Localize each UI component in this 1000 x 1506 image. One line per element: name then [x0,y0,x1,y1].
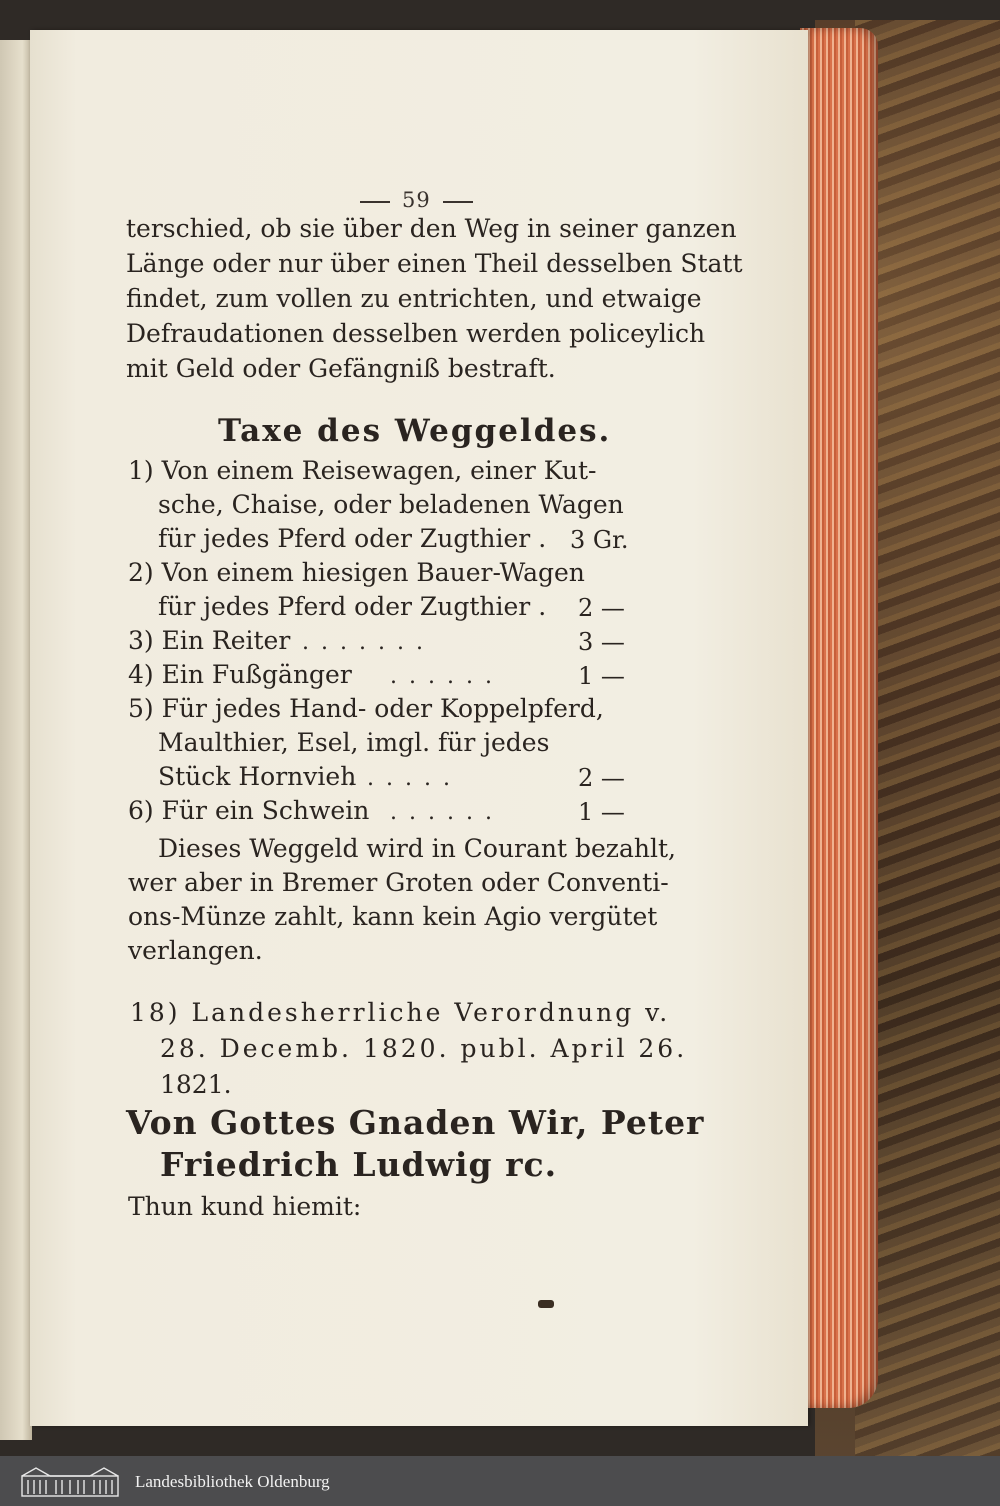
page-edges-red [800,28,878,1408]
tariff-line: 6) Für ein Schwein [128,796,370,825]
decree-line: 28. Decemb. 1820. publ. April 26. [160,1034,688,1063]
tariff-line: für jedes Pferd oder Zugthier . [158,592,547,621]
tariff-price: 1 — [578,662,625,690]
institution-name: Landesbibliothek Oldenburg [135,1472,330,1491]
left-page-sliver [0,40,32,1440]
library-building-icon [18,1464,122,1498]
footer-bar [0,1456,1000,1506]
tariff-price: 3 Gr. [570,526,629,554]
paragraph-line: terschied, ob sie über den Weg in seiner ganzen [126,214,737,243]
tariff-line: sche, Chaise, oder beladenen Wagen [158,490,624,519]
tariff-price: 2 — [578,594,625,622]
leader-dots: ...... [390,800,504,825]
paragraph-line: findet, zum vollen zu entrichten, und etwaige [126,284,702,313]
leader-dots: ....... [302,630,435,655]
tariff-line: 4) Ein Fußgänger [128,660,352,689]
proclamation-line: Friedrich Ludwig rc. [160,1145,558,1184]
leader-dots: ...... [390,664,504,689]
proclamation-line: Von Gottes Gnaden Wir, Peter [126,1103,705,1142]
ink-stain [538,1300,554,1308]
tariff-line: 3) Ein Reiter [128,626,291,655]
page-number: 59 [348,190,485,211]
leader-dots: ...... [348,766,462,791]
decree-line: 1821. [160,1070,232,1099]
paragraph-line: Länge oder nur über einen Theil desselben Statt [126,249,743,278]
tariff-line: 2) Von einem hiesigen Bauer-Wagen [128,558,585,587]
section-heading: Taxe des Weggeldes. [218,413,612,449]
tariff-price: 1 — [578,798,625,826]
book-page [30,30,808,1426]
paragraph-line: Dieses Weggeld wird in Courant bezahlt, [158,834,676,863]
tariff-line: Stück Hornvieh [158,762,357,791]
tariff-line: 5) Für jedes Hand- oder Koppelpferd, [128,694,604,723]
paragraph-line: verlangen. [128,936,263,965]
paragraph-line: ons-Münze zahlt, kann kein Agio vergütet [128,902,658,931]
proclamation-line: Thun kund hiemit: [128,1192,362,1221]
tariff-price: 2 — [578,764,625,792]
tariff-line: 1) Von einem Reisewagen, einer Kut- [128,456,597,485]
paragraph-line: wer aber in Bremer Groten oder Conventi- [128,868,669,897]
tariff-line: für jedes Pferd oder Zugthier . [158,524,547,553]
paragraph-line: Defraudationen desselben werden policeylich [126,319,706,348]
tariff-price: 3 — [578,628,625,656]
tariff-line: Maulthier, Esel, imgl. für jedes [158,728,550,757]
decree-line: 18) Landesherrliche Verordnung v. [130,998,671,1027]
paragraph-line: mit Geld oder Gefängniß bestraft. [126,354,556,383]
